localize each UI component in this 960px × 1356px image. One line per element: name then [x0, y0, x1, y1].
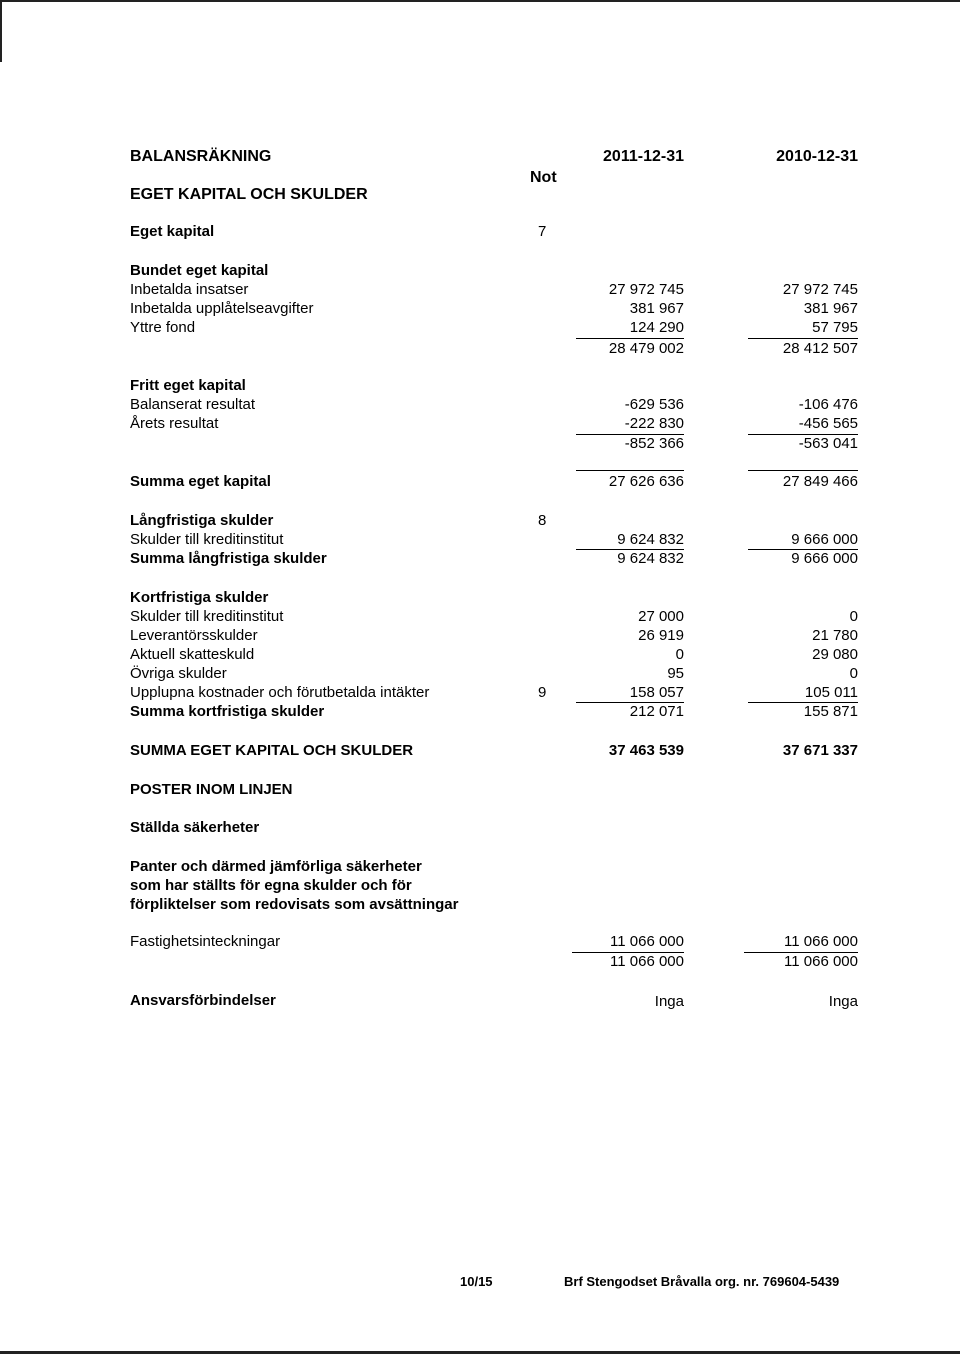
- value-2010: 9 666 000: [791, 531, 858, 548]
- value-2011: -222 830: [624, 415, 684, 432]
- value-2011: 158 057: [629, 684, 684, 701]
- subtotal-2011: 28 479 002: [608, 340, 684, 357]
- row-label: Inbetalda upplåtelseavgifter: [130, 300, 314, 317]
- kortfristiga-heading: Kortfristiga skulder: [130, 589, 269, 606]
- value-2010: 57 795: [812, 319, 858, 336]
- panter-line: förpliktelser som redovisats som avsättningar: [130, 896, 459, 913]
- value-2010: Inga: [828, 993, 858, 1010]
- subtotal-2011: 11 066 000: [610, 953, 684, 970]
- subtotal-2010: 155 871: [803, 703, 858, 720]
- summa-eget-kapital-label: Summa eget kapital: [130, 473, 271, 490]
- summa-kortfristiga-label: Summa kortfristiga skulder: [130, 703, 325, 720]
- value-2011: 381 967: [629, 300, 684, 317]
- ansvarsforbindelser-label: Ansvarsförbindelser: [130, 992, 276, 1009]
- value-2011: Inga: [654, 993, 684, 1010]
- note-ref: 9: [538, 684, 547, 701]
- row-label: Leverantörsskulder: [130, 627, 258, 644]
- grand-total-2011: 37 463 539: [608, 742, 684, 759]
- note-ref: 8: [538, 512, 547, 529]
- grand-total-2010: 37 671 337: [782, 742, 858, 759]
- row-label: Yttre fond: [130, 319, 196, 336]
- value-2010: 21 780: [812, 627, 858, 644]
- grand-total-label: SUMMA EGET KAPITAL OCH SKULDER: [130, 742, 414, 759]
- underline: [576, 338, 684, 339]
- value-2010: 11 066 000: [784, 933, 858, 950]
- value-2010: -456 565: [798, 415, 858, 432]
- subtotal-2011: -852 366: [624, 435, 684, 452]
- value-2010: 0: [849, 608, 858, 625]
- subtotal-2010: 28 412 507: [782, 340, 858, 357]
- value-2010: -106 476: [798, 396, 858, 413]
- row-label: Balanserat resultat: [130, 396, 256, 413]
- column-header-2010: 2010-12-31: [776, 148, 858, 165]
- subtotal-2010: 9 666 000: [791, 550, 858, 567]
- eget-kapital-heading: Eget kapital: [130, 223, 215, 240]
- value-2010: 0: [849, 665, 858, 682]
- row-label: Årets resultat: [130, 415, 219, 432]
- page-title: BALANSRÄKNING: [130, 148, 272, 165]
- fritt-heading: Fritt eget kapital: [130, 377, 246, 394]
- value-2011: 95: [667, 665, 684, 682]
- not-column-header: Not: [530, 169, 557, 186]
- underline: [748, 338, 858, 339]
- stallda-heading: Ställda säkerheter: [130, 819, 260, 836]
- poster-heading: POSTER INOM LINJEN: [130, 781, 293, 798]
- section-subtitle: EGET KAPITAL OCH SKULDER: [130, 186, 368, 203]
- row-label: Övriga skulder: [130, 665, 227, 682]
- row-label: Aktuell skatteskuld: [130, 646, 255, 663]
- scan-edge-bottom: [0, 1351, 960, 1354]
- total-2011: 27 626 636: [608, 473, 684, 490]
- total-2010: 27 849 466: [782, 473, 858, 490]
- underline: [576, 470, 684, 471]
- scan-edge-top: [0, 0, 960, 2]
- value-2011: -629 536: [624, 396, 684, 413]
- note-ref: 7: [538, 223, 547, 240]
- panter-line: som har ställts för egna skulder och för: [130, 877, 412, 894]
- column-header-2011: 2011-12-31: [603, 148, 684, 165]
- value-2010: 29 080: [812, 646, 858, 663]
- value-2011: 9 624 832: [617, 531, 684, 548]
- summa-langfristiga-label: Summa långfristiga skulder: [130, 550, 327, 567]
- value-2011: 27 000: [638, 608, 684, 625]
- row-label: Skulder till kreditinstitut: [130, 531, 284, 548]
- subtotal-2011: 9 624 832: [617, 550, 684, 567]
- scan-edge-left: [0, 0, 2, 62]
- subtotal-2010: 11 066 000: [784, 953, 858, 970]
- bundet-heading: Bundet eget kapital: [130, 262, 269, 279]
- value-2010: 27 972 745: [782, 281, 858, 298]
- footer-org: Brf Stengodset Bråvalla org. nr. 769604-5439: [564, 1274, 840, 1289]
- value-2010: 381 967: [803, 300, 858, 317]
- row-label: Upplupna kostnader och förutbetalda intäkter: [130, 684, 430, 701]
- value-2011: 27 972 745: [608, 281, 684, 298]
- fastighetsinteckningar-label: Fastighetsinteckningar: [130, 933, 281, 950]
- subtotal-2011: 212 071: [629, 703, 684, 720]
- row-label: Inbetalda insatser: [130, 281, 249, 298]
- subtotal-2010: -563 041: [798, 435, 858, 452]
- value-2011: 0: [675, 646, 684, 663]
- row-label: Skulder till kreditinstitut: [130, 608, 284, 625]
- value-2011: 11 066 000: [610, 933, 684, 950]
- underline: [748, 470, 858, 471]
- value-2011: 26 919: [638, 627, 684, 644]
- langfristiga-heading: Långfristiga skulder: [130, 512, 274, 529]
- value-2010: 105 011: [804, 684, 858, 701]
- panter-line: Panter och därmed jämförliga säkerheter: [130, 858, 422, 875]
- value-2011: 124 290: [629, 319, 684, 336]
- page-number: 10/15: [460, 1274, 493, 1289]
